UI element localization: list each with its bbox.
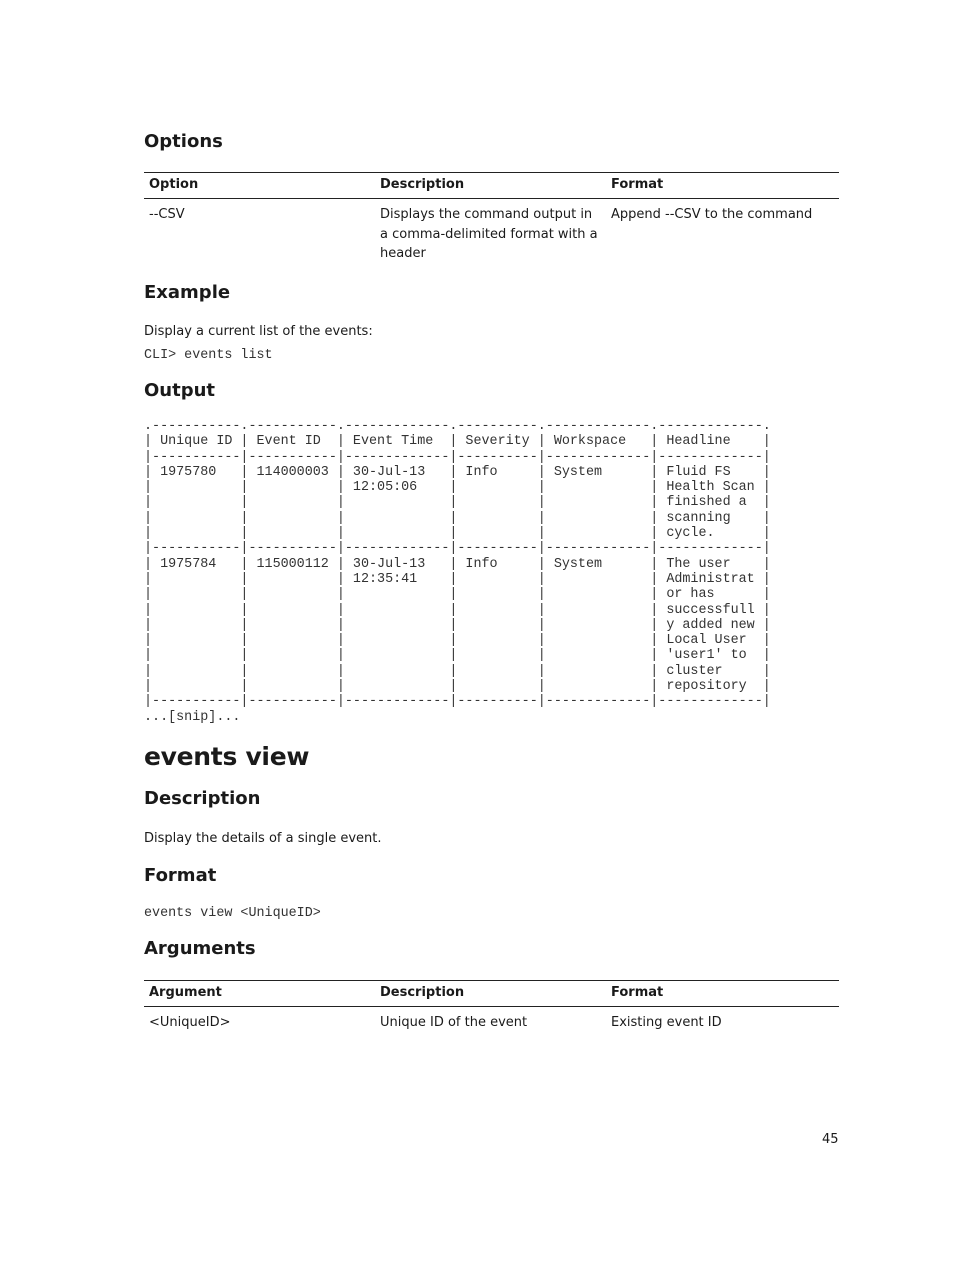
section-title: events view: [144, 742, 310, 771]
description-cell: Displays the command output in a comma-delimited format with a header: [380, 207, 598, 261]
column-header-option: Option: [144, 173, 375, 199]
column-header-description: Description: [375, 173, 606, 199]
format-cell: Append --CSV to the command: [611, 207, 813, 222]
output-block: .-----------.-----------.-------------.----------.-------------.-------------. | Unique ID | Event ID | Event Time | Severity | Workspace | Headline | |-----------|-----------|-------------|----------|-------------|-------------| | 1975780 | 114000003 | 30-Jul-13 | Info | System | Fluid FS | | | | 12:05:06 | | | Health Scan | | | | | | | finished a | | | | | | | scanning | | | | | | | cycle. | |-----------|-----------|-------------|----------|-------------|-------------| | 1975784 | 115000112 | 30-Jul-13 | Info | System | The user | | | | 12:35:41 | | | Administrat | | | | | | | or has | | | | | | | successfull | | | | | | | y added new | | | | | | | Local User | | | | | | | 'user1' to | | | | | | | cluster | | | | | | | repository | |-----------|-----------|-------------|----------|-------------|-------------| ...[snip]...: [144, 419, 771, 725]
format-cell: Existing event ID: [611, 1015, 722, 1030]
table-row: [144, 1007, 839, 1039]
output-heading: Output: [144, 380, 216, 401]
example-code: CLI> events list: [144, 348, 273, 363]
table-row: [144, 199, 839, 270]
page-number: 45: [822, 1132, 839, 1147]
option-cell: --CSV: [149, 207, 185, 222]
column-header-format: Format: [606, 981, 839, 1007]
options-table-header-row: [144, 173, 839, 199]
arguments-heading: Arguments: [144, 938, 256, 959]
column-header-description: Description: [375, 981, 606, 1007]
arguments-table-header-row: [144, 981, 839, 1007]
description-cell: Unique ID of the event: [380, 1015, 528, 1030]
format-code: events view <UniqueID>: [144, 906, 321, 921]
column-header-format: Format: [606, 173, 839, 199]
description-text: Display the details of a single event.: [144, 831, 382, 846]
example-heading: Example: [144, 282, 231, 303]
arguments-table: [144, 980, 839, 1039]
argument-cell: <UniqueID>: [149, 1015, 231, 1030]
options-heading: Options: [144, 131, 223, 152]
format-heading: Format: [144, 865, 217, 886]
options-table: [144, 172, 839, 270]
column-header-argument: Argument: [144, 981, 375, 1007]
description-heading: Description: [144, 788, 261, 809]
example-text: Display a current list of the events:: [144, 324, 373, 339]
